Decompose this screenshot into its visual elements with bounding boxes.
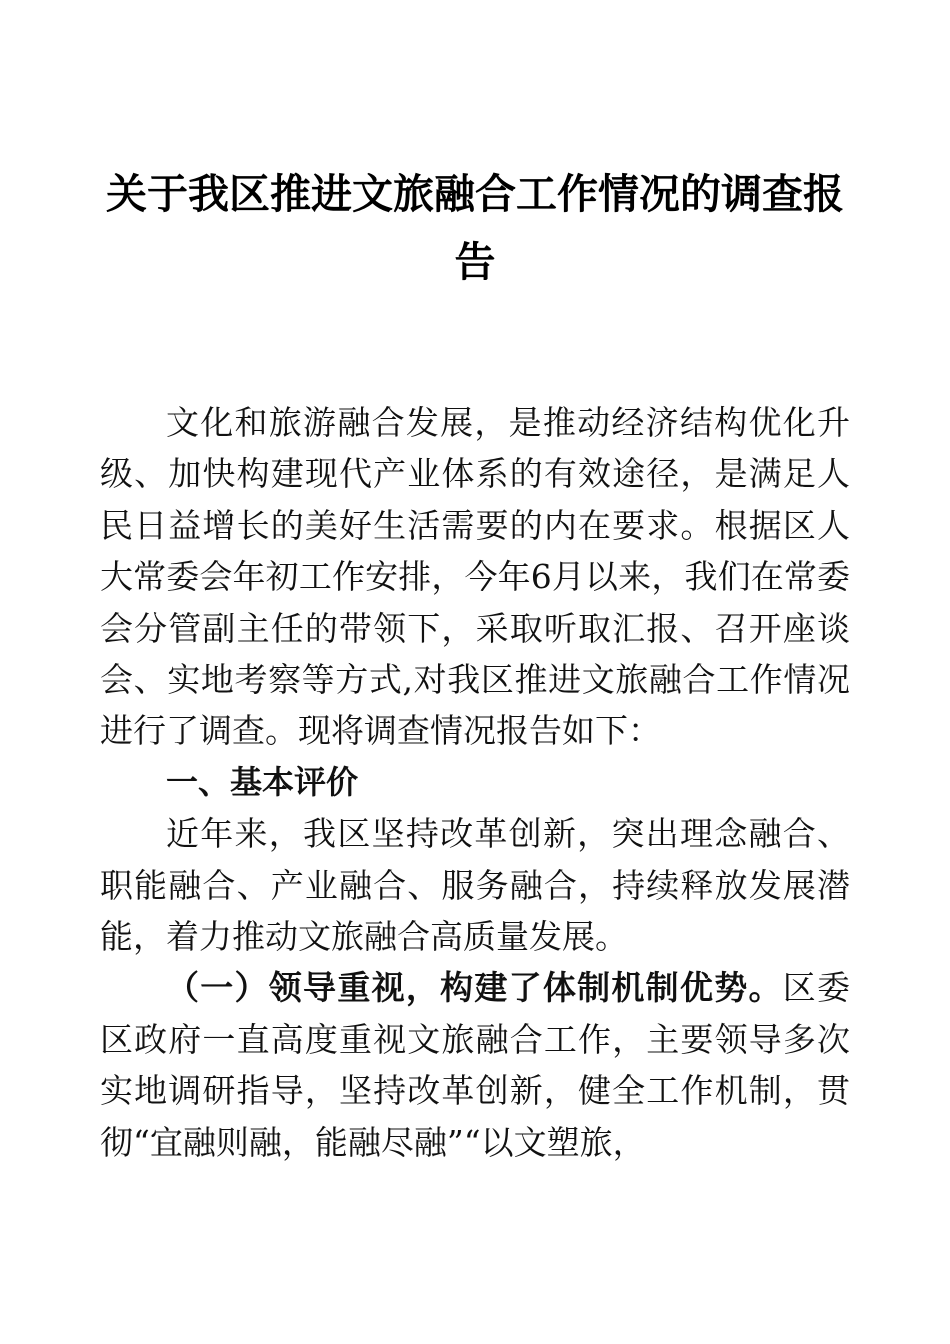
subsection-text: 区委区政府一直高度重视文旅融合工作，主要领导多次实地调研指导，坚持改革创新，健全工作机制，贯彻“宜融则融，能融尽融”“以文塑旅， <box>100 968 851 1162</box>
subsection-paragraph <box>100 962 850 1168</box>
document-title: 关于我区推进文旅融合工作情况的调查报告 <box>106 170 844 286</box>
subsection-heading: （一）领导重视，构建了体制机制优势。 <box>166 968 783 1008</box>
intro-paragraph: 文化和旅游融合发展，是推动经济结构优化升级、加快构建现代产业体系的有效途径，是满足人民日益增长的美好生活需要的内在要求。根据区人大常委会年初工作安排，今年6月以来，我们在常委会分管副主任的带领下，采取听取汇报、召开座谈会、实地考察等方式,对我区推进文旅融合工作情况进行了调查。现将调查情况报告如下： <box>100 403 850 751</box>
evaluation-paragraph: 近年来，我区坚持改革创新，突出理念融合、职能融合、产业融合、服务融合，持续释放发展潜能，着力推动文旅融合高质量发展。 <box>100 814 850 957</box>
section-heading: 一、基本评价 <box>166 762 359 801</box>
document-body <box>100 397 850 1168</box>
